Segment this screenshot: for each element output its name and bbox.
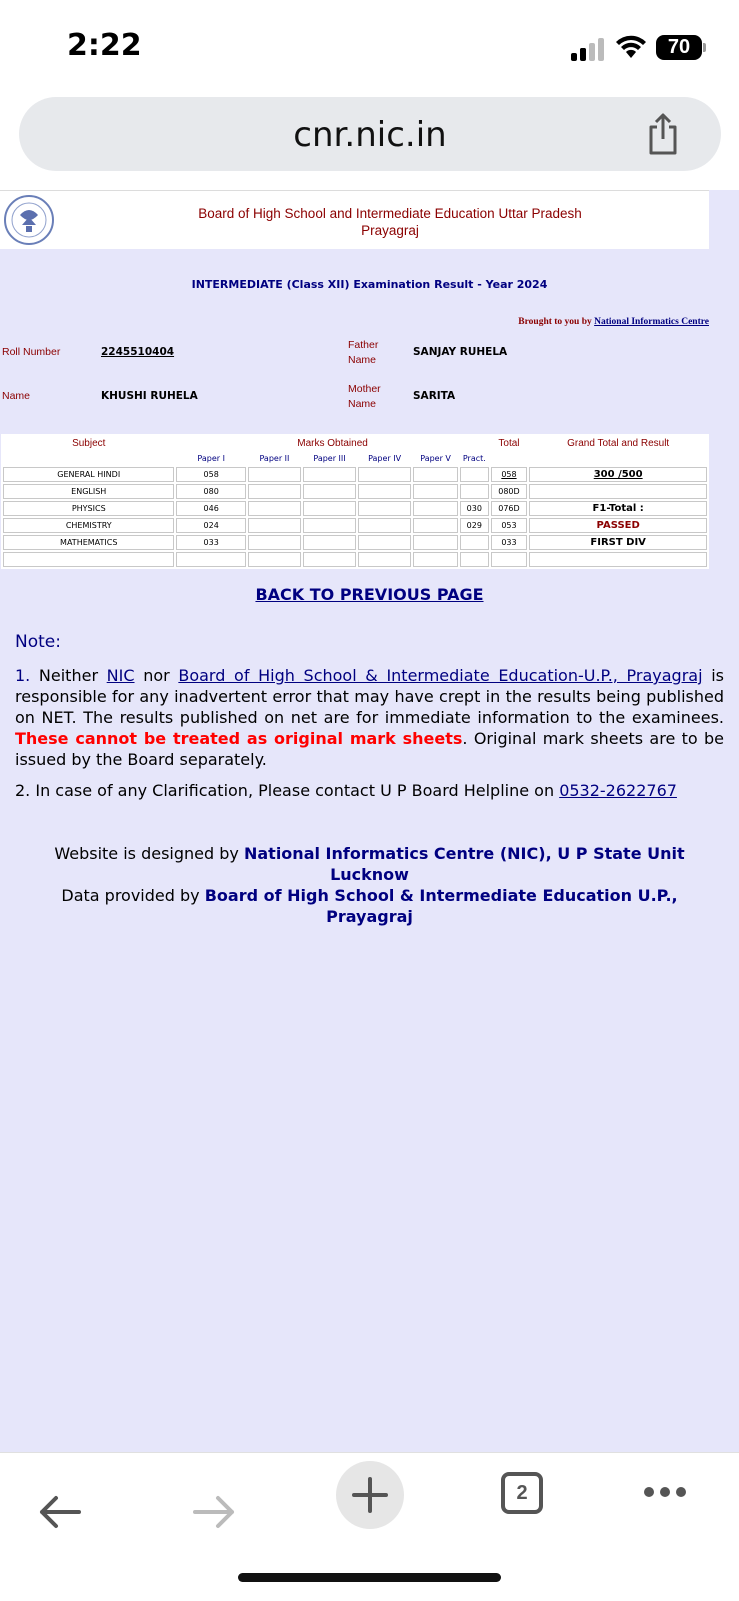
paper1-cell: 033: [176, 535, 245, 550]
footer-prefix: Data provided by: [61, 886, 200, 905]
paper1-cell: 024: [176, 518, 245, 533]
empty-cell: [413, 535, 458, 550]
total-cell: 058: [491, 467, 528, 482]
empty-cell: [303, 501, 356, 516]
signal-icon: [571, 38, 607, 62]
paper-header: Paper IV: [358, 452, 411, 465]
father-name-label: [348, 338, 378, 368]
mother-name-label: [348, 382, 381, 412]
paper1-cell: 080: [176, 484, 245, 499]
empty-cell: [248, 484, 301, 499]
back-arrow-icon[interactable]: [38, 1495, 82, 1529]
empty-cell: [248, 518, 301, 533]
grand-cell: [529, 484, 707, 499]
empty-cell: [529, 552, 707, 567]
empty-cell: [303, 484, 356, 499]
board-header: [0, 190, 709, 249]
note-number: 1.: [15, 666, 31, 685]
subject-cell: MATHEMATICS: [3, 535, 174, 550]
empty-cell: [248, 467, 301, 482]
helpline-phone-link[interactable]: 0532-2622767: [559, 781, 677, 800]
tabs-count-icon[interactable]: 2: [501, 1472, 543, 1514]
brought-prefix: Brought to you by: [518, 317, 592, 327]
division: FIRST DIV: [529, 535, 707, 550]
wifi-icon: [614, 34, 648, 60]
total-cell: 053: [491, 518, 528, 533]
note-paragraph-1: [15, 665, 724, 770]
total-header: Total: [491, 436, 528, 450]
pract-cell: [460, 484, 489, 499]
table-row: [3, 501, 707, 516]
exam-title: INTERMEDIATE (Class XII) Examination Result - Year 2024: [191, 278, 548, 291]
mother-label-line1: Mother: [348, 383, 381, 395]
note-text: nor: [143, 666, 170, 685]
board-note-link[interactable]: Board of High School & Intermediate Education-U.P., Prayagraj: [178, 666, 703, 685]
empty-cell: [413, 467, 458, 482]
forward-arrow-icon[interactable]: [192, 1495, 236, 1529]
marks-table: [1, 434, 709, 569]
pract-cell: [460, 535, 489, 550]
empty-cell: [3, 552, 174, 567]
empty-cell: [358, 501, 411, 516]
table-row: [3, 467, 707, 482]
empty-cell: [491, 552, 528, 567]
empty-cell: [413, 484, 458, 499]
mother-label-line2: Name: [348, 398, 377, 410]
f1-total-label: F1-Total :: [529, 501, 707, 516]
address-bar[interactable]: [19, 97, 721, 171]
blank-header-cell: [529, 452, 707, 465]
note-text: 2. In case of any Clarification, Please contact U P Board Helpline on: [15, 781, 555, 800]
paper-header: Paper V: [413, 452, 458, 465]
empty-cell: [413, 518, 458, 533]
note-text: is responsible for any inadvertent error that may have crept in the results being published on NET. The results published on net are for immediate information to the examinees.: [15, 666, 724, 727]
empty-cell: [460, 552, 489, 567]
share-icon[interactable]: [645, 113, 681, 155]
battery-indicator: 70: [656, 35, 702, 60]
subject-cell: CHEMISTRY: [3, 518, 174, 533]
paper-header: Paper I: [176, 452, 245, 465]
footer-designer: National Informatics Centre (NIC), U P State Unit Lucknow: [243, 844, 685, 884]
empty-cell: [248, 501, 301, 516]
paper1-cell: 046: [176, 501, 245, 516]
roll-number-label: Roll Number: [2, 346, 61, 358]
empty-cell: [358, 535, 411, 550]
father-label-line1: Father: [348, 339, 379, 351]
pract-cell: 030: [460, 501, 489, 516]
total-cell: 076D: [491, 501, 528, 516]
note-paragraph-2: [15, 780, 724, 801]
empty-cell: [303, 467, 356, 482]
brought-to-you: [518, 317, 709, 327]
footer-line-2: [40, 885, 700, 927]
result-page: [0, 190, 739, 1452]
table-row: [3, 552, 707, 567]
footer-prefix: Website is designed by: [54, 844, 239, 863]
disclaimer-highlight: These cannot be treated as original mark sheets: [15, 729, 463, 748]
nic-link[interactable]: National Informatics Centre: [594, 317, 709, 327]
father-label-line2: Name: [348, 354, 377, 366]
name-label: Name: [2, 390, 31, 402]
pract-cell: 029: [460, 518, 489, 533]
paper-header: Paper III: [303, 452, 356, 465]
subject-cell: ENGLISH: [3, 484, 174, 499]
empty-cell: [358, 467, 411, 482]
father-name-value: SANJAY RUHELA: [413, 346, 508, 358]
back-to-previous-page-link[interactable]: BACK TO PREVIOUS PAGE: [255, 585, 484, 604]
empty-cell: [358, 484, 411, 499]
table-row: [3, 484, 707, 499]
subject-header: Subject: [3, 436, 174, 450]
total-cell: 033: [491, 535, 528, 550]
empty-cell: [358, 552, 411, 567]
empty-cell: [413, 501, 458, 516]
battery-cap: [703, 43, 706, 52]
footer-line-1: [40, 843, 700, 885]
empty-cell: [248, 535, 301, 550]
new-tab-plus-icon[interactable]: [335, 1460, 405, 1530]
subject-cell: PHYSICS: [3, 501, 174, 516]
note-text: Neither: [38, 666, 99, 685]
paper1-cell: 058: [176, 467, 245, 482]
more-dots-icon[interactable]: [643, 1485, 687, 1499]
board-title-line2: Prayagraj: [361, 223, 419, 238]
mother-name-value: SARITA: [413, 390, 456, 402]
nic-note-link[interactable]: NIC: [106, 666, 135, 685]
subject-cell: GENERAL HINDI: [3, 467, 174, 482]
site-footer: [0, 843, 739, 927]
table-row: [3, 518, 707, 533]
grand-total-header: Grand Total and Result: [529, 436, 707, 450]
blank-header-cell: [491, 452, 528, 465]
blank-header-cell: [3, 452, 174, 465]
status-bar: [0, 0, 739, 90]
board-title-line1: Board of High School and Intermediate Education Uttar Pradesh: [198, 206, 582, 221]
empty-cell: [413, 552, 458, 567]
empty-cell: [248, 552, 301, 567]
url-text[interactable]: cnr.nic.in: [293, 115, 447, 155]
note-text: . Original mark sheets are to be issued by the Board separately.: [15, 729, 724, 769]
roll-number-value: 2245510404: [101, 346, 175, 358]
empty-cell: [303, 535, 356, 550]
footer-data-provider: Board of High School & Intermediate Education U.P., Prayagraj: [204, 886, 678, 926]
board-title: [190, 205, 590, 239]
result-status: PASSED: [529, 518, 707, 533]
table-row: [3, 535, 707, 550]
grand-total-value: 300 /500: [529, 467, 707, 482]
paper-header: Paper II: [248, 452, 301, 465]
marks-obtained-header: Marks Obtained: [176, 436, 488, 450]
paper-header: Pract.: [460, 452, 489, 465]
pract-cell: [460, 467, 489, 482]
up-logo: [2, 195, 56, 245]
note-heading: Note:: [15, 632, 61, 652]
empty-cell: [176, 552, 245, 567]
name-value: KHUSHI RUHELA: [101, 390, 198, 402]
empty-cell: [303, 518, 356, 533]
empty-cell: [358, 518, 411, 533]
home-indicator: [238, 1573, 501, 1582]
empty-cell: [303, 552, 356, 567]
total-cell: 080D: [491, 484, 528, 499]
status-time: 2:22: [67, 28, 142, 63]
